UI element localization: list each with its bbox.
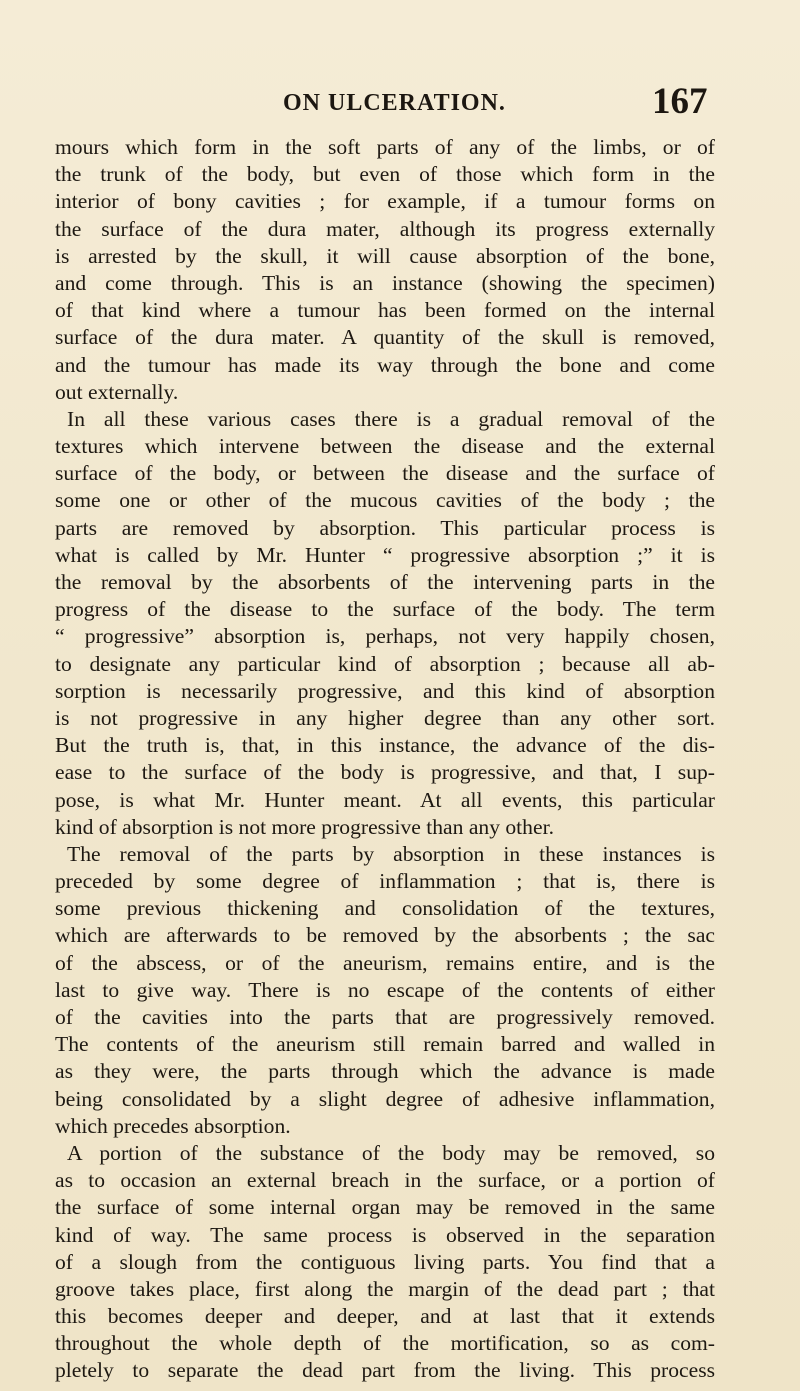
text-line: pletely to separate the dead part from the living. This process bbox=[55, 1358, 715, 1383]
text-line: But the truth is, that, in this instance, the advance of the dis- bbox=[55, 733, 715, 758]
page-header bbox=[0, 81, 800, 124]
text-line: this becomes deeper and deeper, and at last that it extends bbox=[55, 1304, 715, 1329]
text-line: ease to the surface of the body is progressive, and that, I sup- bbox=[55, 760, 715, 785]
text-line: textures which intervene between the disease and the external bbox=[55, 434, 715, 459]
text-line: parts are removed by absorption. This particular process is bbox=[55, 515, 715, 540]
text-line: as they were, the parts through which the advance is made bbox=[55, 1059, 715, 1084]
text-line: A portion of the substance of the body may be removed, so bbox=[67, 1140, 715, 1165]
text-line: which are afterwards to be removed by the absorbents ; the sac bbox=[55, 923, 715, 948]
page-number: 167 bbox=[652, 81, 708, 122]
text-line: preceded by some degree of inflammation ; that is, there is bbox=[55, 869, 715, 894]
running-head: ON ULCERATION. bbox=[283, 90, 506, 116]
text-line: the surface of the dura mater, although its progress externally bbox=[55, 216, 715, 241]
text-line: the surface of some internal organ may be removed in the same bbox=[55, 1195, 715, 1220]
text-line: In all these various cases there is a gradual removal of the bbox=[67, 406, 715, 431]
text-line: surface of the body, or between the disease and the surface of bbox=[55, 461, 715, 486]
text-line: The removal of the parts by absorption in these instances is bbox=[67, 841, 715, 866]
text-line: out externally. bbox=[55, 379, 179, 404]
text-line: and come through. This is an instance (showing the specimen) bbox=[55, 270, 715, 295]
text-line: of that kind where a tumour has been formed on the internal bbox=[55, 298, 715, 323]
text-line: pose, is what Mr. Hunter meant. At all events, this particular bbox=[55, 787, 715, 812]
text-line: of a slough from the contiguous living parts. You find that a bbox=[55, 1249, 715, 1274]
text-line: is not progressive in any higher degree than any other sort. bbox=[55, 705, 715, 730]
text-line: being consolidated by a slight degree of adhesive inflammation, bbox=[55, 1086, 715, 1111]
text-line: interior of bony cavities ; for example, if a tumour forms on bbox=[55, 189, 715, 214]
text-line: mours which form in the soft parts of any of the limbs, or of bbox=[55, 135, 715, 159]
text-line: kind of absorption is not more progressive than any other. bbox=[55, 814, 554, 839]
text-line: progress of the disease to the surface of the body. The term bbox=[55, 597, 715, 622]
text-line: the removal by the absorbents of the intervening parts in the bbox=[55, 570, 715, 594]
text-line: last to give way. There is no escape of the contents of either bbox=[55, 977, 715, 1002]
text-line: as to occasion an external breach in the surface, or a portion of bbox=[55, 1168, 715, 1193]
text-line: The contents of the aneurism still remain barred and walled in bbox=[55, 1032, 715, 1057]
text-line: what is called by Mr. Hunter “ progressive absorption ;” it is bbox=[55, 542, 715, 567]
text-line: throughout the whole depth of the mortification, so as com- bbox=[55, 1331, 715, 1356]
text-line: is arrested by the skull, it will cause absorption of the bone, bbox=[55, 243, 715, 268]
text-line: surface of the dura mater. A quantity of the skull is removed, bbox=[55, 325, 715, 350]
text-line: of the abscess, or of the aneurism, remains entire, and is the bbox=[55, 950, 715, 975]
text-line: some one or other of the mucous cavities of the body ; the bbox=[55, 488, 715, 513]
text-line: which precedes absorption. bbox=[55, 1113, 291, 1138]
text-line: the trunk of the body, but even of those which form in the bbox=[55, 162, 715, 187]
text-line: to designate any particular kind of absorption ; because all ab- bbox=[55, 651, 715, 676]
text-line: and the tumour has made its way through the bone and come bbox=[55, 352, 715, 377]
text-line: groove takes place, first along the margin of the dead part ; that bbox=[55, 1276, 715, 1301]
body-text bbox=[55, 134, 715, 1385]
text-line: “ progressive” absorption is, perhaps, not very happily chosen, bbox=[55, 624, 715, 649]
text-line: of the cavities into the parts that are progressively removed. bbox=[55, 1005, 715, 1029]
text-line: kind of way. The same process is observed in the separation bbox=[55, 1222, 715, 1247]
text-line: some previous thickening and consolidation of the textures, bbox=[55, 896, 715, 921]
text-line: sorption is necessarily progressive, and this kind of absorption bbox=[55, 678, 715, 703]
